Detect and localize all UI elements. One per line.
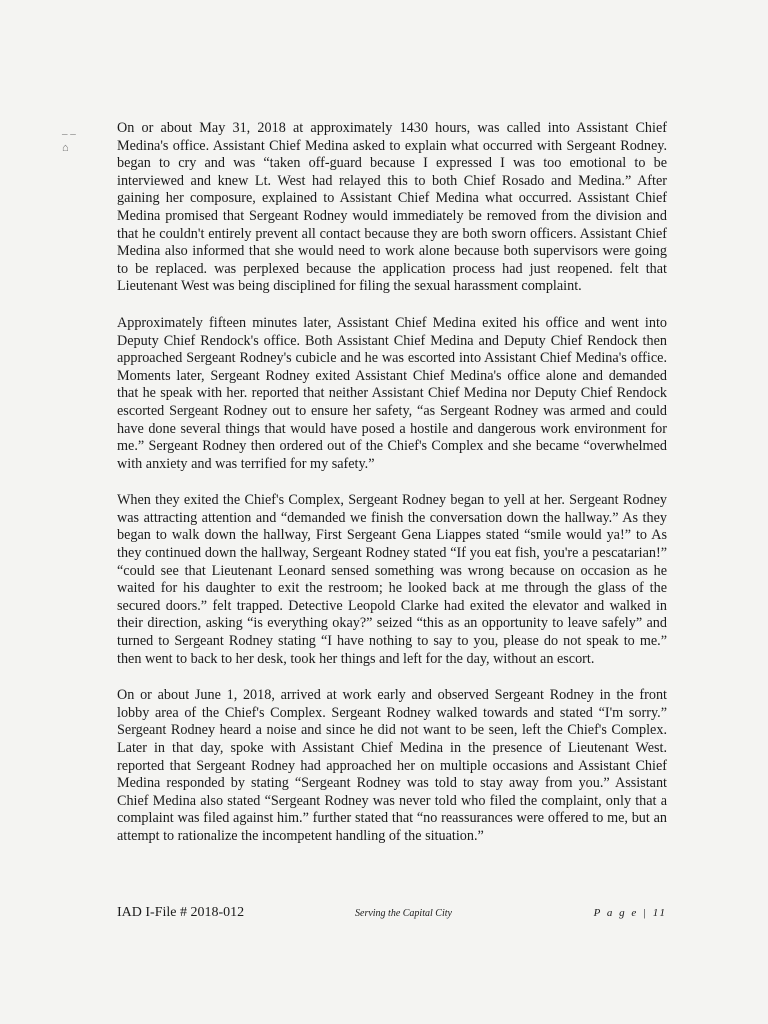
scan-artifact-mark: ⌂ bbox=[62, 142, 69, 154]
document-body bbox=[117, 120, 667, 865]
paragraph: On or about June 1, 2018, arrived at work early and observed Sergeant Rodney in the front lobby area of the Chief's Complex. Sergeant Rodney walked towards and stated “I'm sorry.” Sergeant Rodney heard a noise and since he did not want to be seen, left the Chief's Complex. Later in that day, spoke with Assistant Chief Medina in the presence of Lieutenant West. reported that Sergeant Rodney had approached her on multiple occasions and Assistant Chief Medina responded by stating “Sergeant Rodney was told to stay away from you.” Assistant Chief Medina also stated “Sergeant Rodney was never told who filed the complaint, only that a complaint was filed against him.” further stated that “no reassurances were offered to me, but an attempt to rationalize the incompetent handling of the situation.” bbox=[117, 687, 667, 844]
scan-artifact-mark: – – bbox=[62, 128, 76, 140]
paragraph: Approximately fifteen minutes later, Assistant Chief Medina exited his office and went into Deputy Chief Rendock's office. Both Assistant Chief Medina and Deputy Chief Rendock then approached Sergeant Rodney's cubicle and he was escorted into Assistant Chief Medina's office. Moments later, Sergeant Rodney exited Assistant Chief Medina's office alone and demanded that he speak with her. reported that neither Assistant Chief Medina nor Deputy Chief Rendock escorted Sergeant Rodney out to ensure her safety, “as Sergeant Rodney was armed and could have done several things that would have posed a hostile and dangerous work environment for me.” Sergeant Rodney then ordered out of the Chief's Complex and she became “overwhelmed with anxiety and was terrified for my safety.” bbox=[117, 314, 667, 472]
page-number: P a g e | 11 bbox=[593, 907, 667, 919]
paragraph: When they exited the Chief's Complex, Sergeant Rodney began to yell at her. Sergeant Rodney was attracting attention and “demanded we finish the conversation down the hallway.” As they began to walk down the hallway, First Sergeant Gena Liappes stated “smile would ya!” to As they continued down the hallway, Sergeant Rodney stated “If you eat fish, you're a pescatarian!” “could see that Lieutenant Leonard sensed something was wrong because on occasion as he waited for his daughter to exit the restroom; he looked back at me through the glass of the secured doors.” felt trapped. Detective Leopold Clarke had exited the elevator and walked in their direction, asking “is everything okay?” seized “this as an opportunity to leave safely” and turned to Sergeant Rodney stating “I have nothing to say to you, please do not speak to me.” then went to back to her desk, took her things and left for the day, without an escort. bbox=[117, 492, 667, 667]
paragraph: On or about May 31, 2018 at approximately 1430 hours, was called into Assistant Chief Medina's office. Assistant Chief Medina asked to explain what occurred with Sergeant Rodney. began to cry and was “taken off-guard because I expressed I was too emotional to be interviewed and knew Lt. West had relayed this to both Chief Rosado and Medina.” After gaining her composure, explained to Assistant Chief Medina what occurred. Assistant Chief Medina promised that Sergeant Rodney would immediately be removed from the division and that he couldn't entirely prevent all contact because they are both sworn officers. Assistant Chief Medina also informed that she would need to work alone because both supervisors were going to be replaced. was perplexed because the application process had just reopened. felt that Lieutenant West was being disciplined for filing the sexual harassment complaint. bbox=[117, 120, 667, 295]
footer-motto: Serving the Capital City bbox=[355, 908, 452, 919]
file-number: IAD I-File # 2018-012 bbox=[117, 905, 245, 920]
